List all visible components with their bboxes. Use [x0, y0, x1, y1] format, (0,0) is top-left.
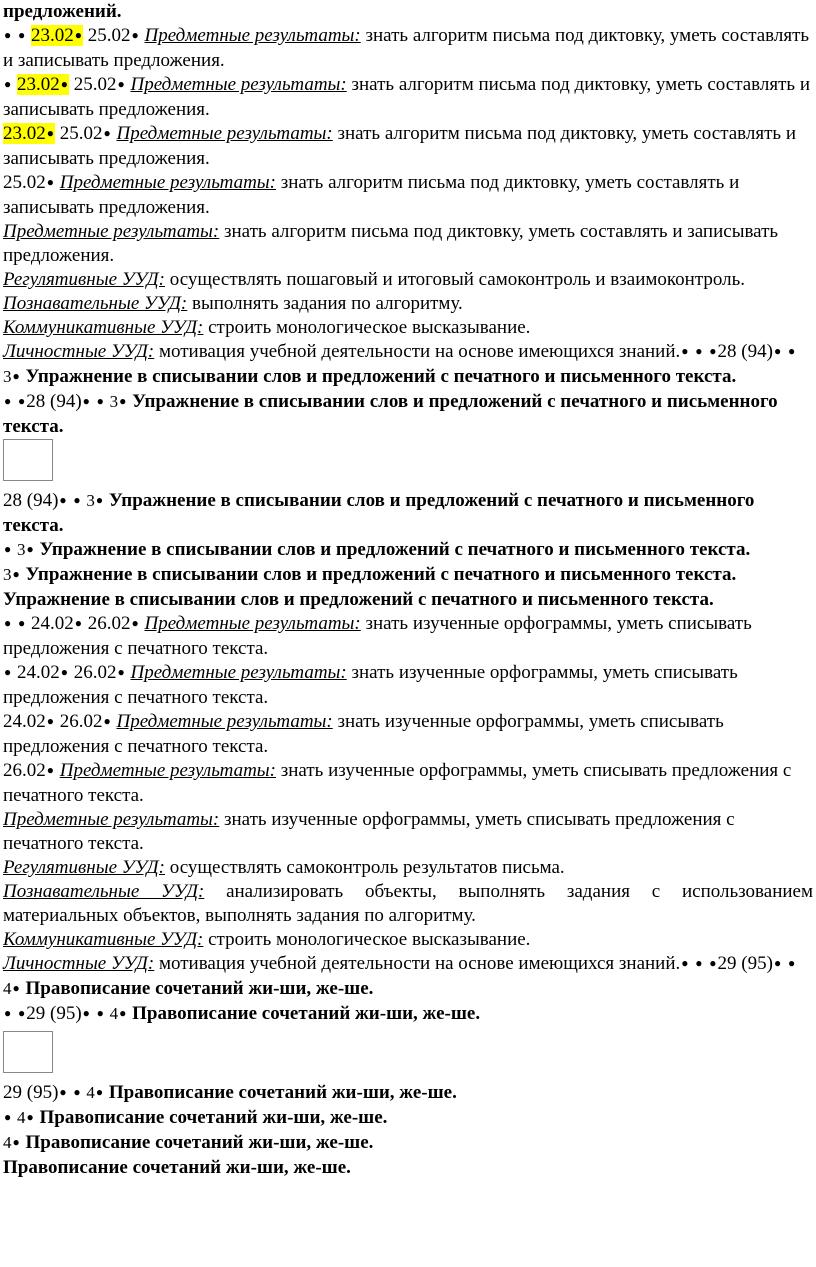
text-line: предложений. — [3, 1, 122, 22]
text-line: 25.02● Предметные результаты: знать алгоритм письма под диктовку, уметь составлять и записывать предложения. — [3, 171, 813, 220]
text-line: ● ● 29 (95)● ● 4● Правописание сочетаний жи-ши, же-ше. — [3, 1002, 813, 1027]
text-line: Предметные результаты: знать изученные орфограммы, уметь списывать предложения с печатного текста. — [3, 809, 735, 854]
text-line: ● 24.02● 26.02● Предметные результаты: знать изученные орфограммы, уметь списывать предложения с печатного текста. — [3, 661, 813, 710]
text-line: 3● Упражнение в списывании слов и предложений с печатного и письменного текста. — [3, 563, 813, 588]
text-line: Коммуникативные УУД: строить монологическое высказывание. — [3, 317, 531, 338]
text-line: Познавательные УУД: выполнять задания по алгоритму. — [3, 293, 463, 314]
highlighted-date: 23.02● — [17, 74, 69, 95]
text-line: ● ● 23.02● 25.02● Предметные результаты: знать алгоритм письма под диктовку, уметь составлять и записывать предложения. — [3, 24, 813, 73]
text-line: 28 (94)● ● 3● Упражнение в списывании слов и предложений с печатного и письменного текста. — [3, 489, 813, 538]
text-line: Предметные результаты: знать алгоритм письма под диктовку, уметь составлять и записывать предложения. — [3, 221, 779, 266]
text-line: Упражнение в списывании слов и предложений с печатного и письменного текста. — [3, 589, 714, 610]
empty-box — [3, 439, 53, 481]
text-line: Познавательные УУД: анализировать объекты, выполнять задания с использованием материальных объектов, выполнять задания по алгоритму. — [3, 881, 813, 926]
text-line: Регулятивные УУД: осуществлять самоконтроль результатов письма. — [3, 857, 565, 878]
document-page — [3, 0, 813, 1180]
text-line: ● ● 24.02● 26.02● Предметные результаты: знать изученные орфограммы, уметь списывать предложения с печатного текста. — [3, 612, 813, 661]
text-line: Правописание сочетаний жи-ши, же-ше. — [3, 1157, 351, 1178]
text-line: ● ● 28 (94)● ● 3● Упражнение в списывании слов и предложений с печатного и письменного текста. — [3, 390, 813, 439]
text-line: 26.02● Предметные результаты: знать изученные орфограммы, уметь списывать предложения с печатного текста. — [3, 759, 813, 808]
text-line: Регулятивные УУД: осуществлять пошаговый и итоговый самоконтроль и взаимоконтроль. — [3, 269, 746, 290]
text-line: 4● Правописание сочетаний жи-ши, же-ше. — [3, 1131, 813, 1156]
empty-box — [3, 1031, 53, 1073]
text-line: ● 4● Правописание сочетаний жи-ши, же-ше. — [3, 1106, 813, 1131]
highlighted-date: 23.02● — [31, 25, 83, 46]
text-line: Личностные УУД: мотивация учебной деятельности на основе имеющихся знаний.● ● ● 29 (95)● ● 4● Правописание сочетаний жи-ши, же-ше. — [3, 952, 813, 1002]
text-line: 24.02● 26.02● Предметные результаты: знать изученные орфограммы, уметь списывать предложения с печатного текста. — [3, 710, 813, 759]
text-line: ● 3● Упражнение в списывании слов и предложений с печатного и письменного текста. — [3, 538, 813, 563]
text-line: Коммуникативные УУД: строить монологическое высказывание. — [3, 929, 531, 950]
text-line: Личностные УУД: мотивация учебной деятельности на основе имеющихся знаний.● ● ● 28 (94)● ● 3● Упражнение в списывании слов и предложений с печатного и письменного текста. — [3, 340, 813, 390]
text-line: 23.02● 25.02● Предметные результаты: знать алгоритм письма под диктовку, уметь составлять и записывать предложения. — [3, 122, 813, 171]
text-line: ● 23.02● 25.02● Предметные результаты: знать алгоритм письма под диктовку, уметь составлять и записывать предложения. — [3, 73, 813, 122]
text-line: 29 (95)● ● 4● Правописание сочетаний жи-ши, же-ше. — [3, 1081, 813, 1106]
highlighted-date: 23.02● — [3, 123, 55, 144]
